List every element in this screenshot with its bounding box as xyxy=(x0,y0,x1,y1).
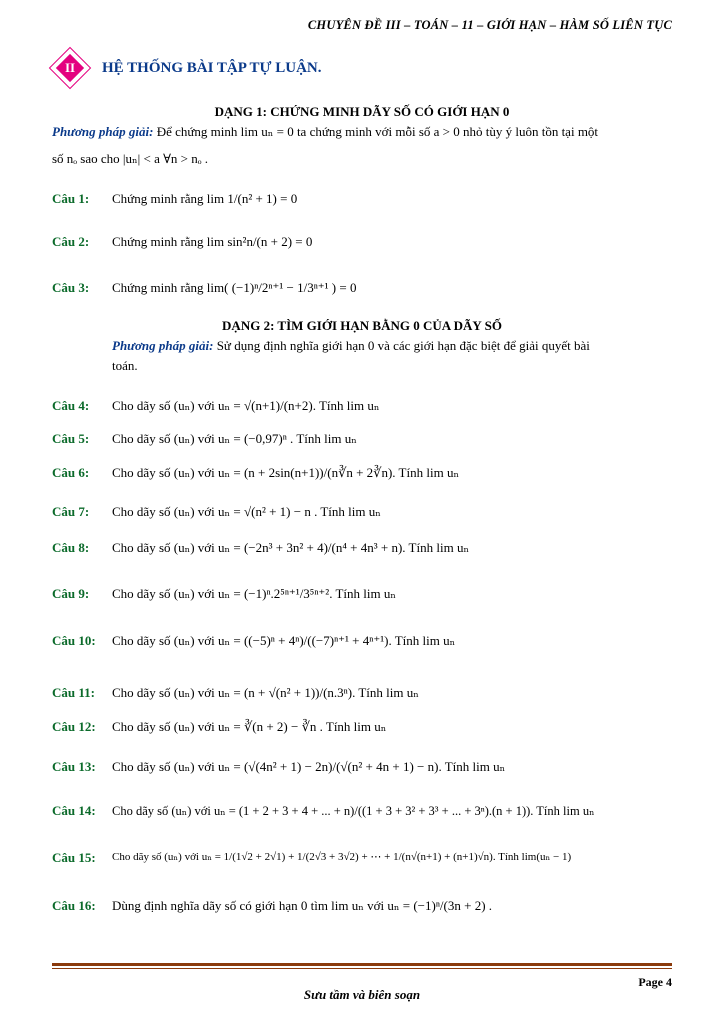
dang2-method-line1 xyxy=(112,338,590,354)
question-text: Cho dãy số (uₙ) với uₙ = (−0,97)ⁿ . Tính lim uₙ xyxy=(112,431,357,446)
question-label: Câu 5: xyxy=(52,431,90,446)
question-label: Câu 3: xyxy=(52,280,90,295)
dang2-method-label: Phương pháp giải: xyxy=(112,338,214,353)
footer-rule xyxy=(52,963,672,966)
dang1-method-text: Để chứng minh lim uₙ = 0 ta chứng minh với mỗi số a > 0 nhỏ tùy ý luôn tồn tại một xyxy=(156,124,599,139)
question-label: Câu 13: xyxy=(52,759,96,774)
section-heading xyxy=(52,50,322,86)
question-text: Cho dãy số (uₙ) với uₙ = (n + √(n² + 1))/(n.3ⁿ). Tính lim uₙ xyxy=(112,685,419,700)
question-text: Cho dãy số (uₙ) với uₙ = (√(4n² + 1) − 2n)/(√(n² + 4n + 1) − n). Tính lim uₙ xyxy=(112,759,506,774)
page-number: Page 4 xyxy=(638,975,672,989)
question-label: Câu 9: xyxy=(52,586,90,601)
section-badge-icon xyxy=(52,50,88,86)
footer-source: Sưu tầm và biên soạn xyxy=(303,987,421,1002)
question-label: Câu 4: xyxy=(52,398,90,413)
question-label: Câu 7: xyxy=(52,504,90,519)
question-label: Câu 16: xyxy=(52,898,96,913)
question-text: Cho dãy số (uₙ) với uₙ = ((−5)ⁿ + 4ⁿ)/((−7)ⁿ⁺¹ + 4ⁿ⁺¹). Tính lim uₙ xyxy=(112,633,456,648)
dang2-title: DẠNG 2: TÌM GIỚI HẠN BẰNG 0 CỦA DÃY SỐ xyxy=(222,318,502,333)
question-label: Câu 12: xyxy=(52,719,96,734)
question-label: Câu 1: xyxy=(52,191,90,206)
dang2-method-line2: toán. xyxy=(112,358,138,373)
question-label: Câu 10: xyxy=(52,633,96,648)
question-label: Câu 6: xyxy=(52,465,90,480)
section-title: HỆ THỐNG BÀI TẬP TỰ LUẬN. xyxy=(102,59,322,76)
question-text: Cho dãy số (uₙ) với uₙ = (−1)ⁿ.2⁵ⁿ⁺¹/3⁵ⁿ⁺². Tính lim uₙ xyxy=(112,586,396,601)
question-text: Cho dãy số (uₙ) với uₙ = √(n+1)/(n+2). Tính lim uₙ xyxy=(112,398,380,413)
question-text: Cho dãy số (uₙ) với uₙ = (n + 2sin(n+1))/(n∛n + 2∛n). Tính lim uₙ xyxy=(112,465,460,480)
footer-rule-thin xyxy=(52,968,672,969)
section-number: II xyxy=(64,60,76,75)
question-text: Dùng định nghĩa dãy số có giới hạn 0 tìm lim uₙ với uₙ = (−1)ⁿ/(3n + 2) . xyxy=(112,898,493,913)
question-text: Cho dãy số (uₙ) với uₙ = ∛(n + 2) − ∛n . Tính lim uₙ xyxy=(112,719,387,734)
question-text: Chứng minh rằng lim( (−1)ⁿ/2ⁿ⁺¹ − 1/3ⁿ⁺¹ ) = 0 xyxy=(112,280,357,295)
dang1-method-line2: số nₒ sao cho |uₙ| < a ∀n > nₒ . xyxy=(52,151,209,166)
question-text: Cho dãy số (uₙ) với uₙ = √(n² + 1) − n . Tính lim uₙ xyxy=(112,504,381,519)
dang1-method-line1 xyxy=(52,124,598,140)
question-label: Câu 2: xyxy=(52,234,90,249)
question-label: Câu 8: xyxy=(52,540,90,555)
dang2-method-text: Sử dụng định nghĩa giới hạn 0 và các giới hạn đặc biệt để giải quyết bài xyxy=(216,338,590,353)
dang1-method-label: Phương pháp giải: xyxy=(52,124,154,139)
dang1-title: DẠNG 1: CHỨNG MINH DÃY SỐ CÓ GIỚI HẠN 0 xyxy=(214,104,510,119)
question-text: Cho dãy số (uₙ) với uₙ = (−2n³ + 3n² + 4)/(n⁴ + 4n³ + n). Tính lim uₙ xyxy=(112,540,470,555)
question-text: Cho dãy số (uₙ) với uₙ = (1 + 2 + 3 + 4 + ... + n)/((1 + 3 + 3² + 3³ + ... + 3ⁿ).(n + 1)). Tính lim uₙ xyxy=(112,804,595,818)
question-label: Câu 11: xyxy=(52,685,95,700)
question-text: Chứng minh rằng lim 1/(n² + 1) = 0 xyxy=(112,191,298,206)
question-text: Chứng minh rằng lim sin²n/(n + 2) = 0 xyxy=(112,234,313,249)
question-label: Câu 15: xyxy=(52,850,96,865)
question-text: Cho dãy số (uₙ) với uₙ = 1/(1√2 + 2√1) + 1/(2√3 + 3√2) + ⋯ + 1/(n√(n+1) + (n+1)√n). Tính lim(uₙ − 1) xyxy=(112,851,572,863)
running-header: CHUYÊN ĐỀ III – TOÁN – 11 – GIỚI HẠN – HÀM SỐ LIÊN TỤC xyxy=(307,18,672,32)
question-label: Câu 14: xyxy=(52,803,96,818)
